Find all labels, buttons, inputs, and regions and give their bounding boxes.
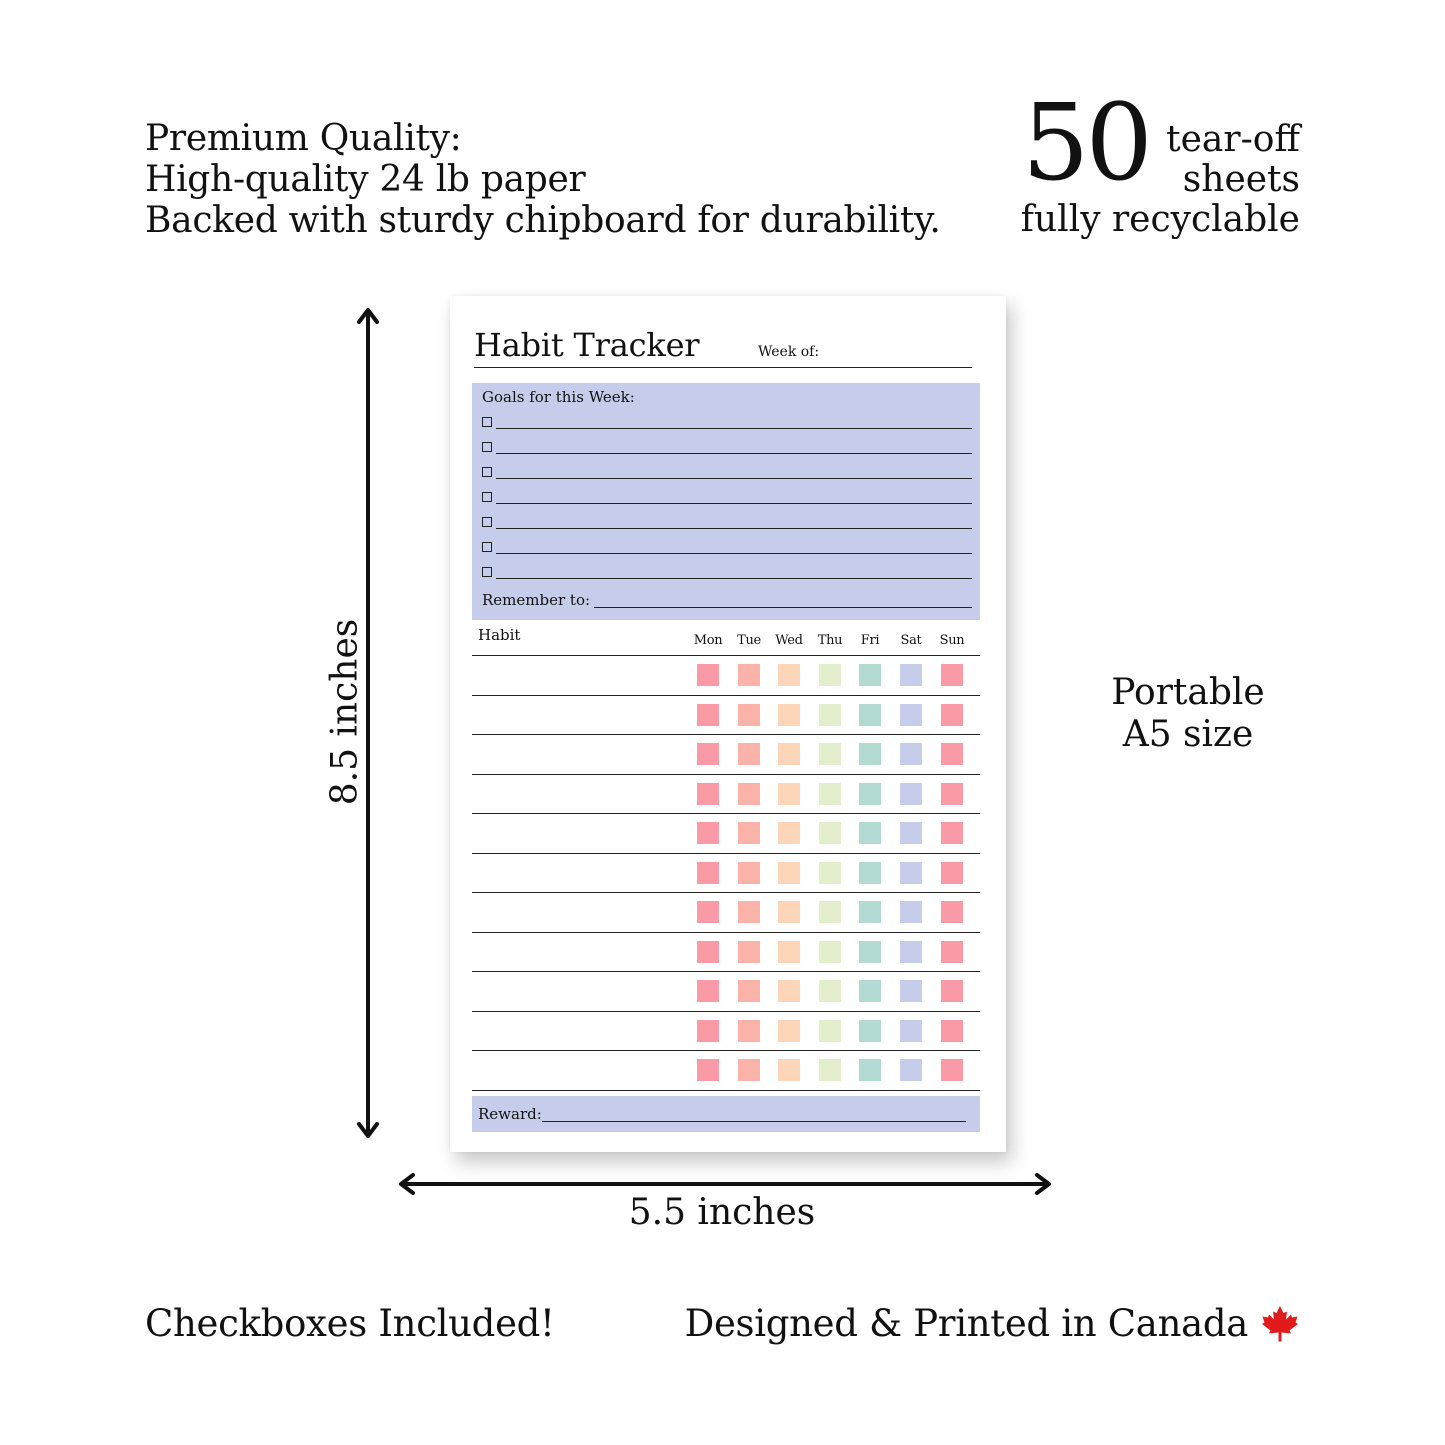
habit-checkbox[interactable]	[738, 743, 760, 765]
habit-checkbox[interactable]	[738, 783, 760, 805]
habit-row-line	[472, 813, 980, 814]
habit-checkbox[interactable]	[697, 704, 719, 726]
habit-checkbox[interactable]	[738, 1059, 760, 1081]
habit-checkbox[interactable]	[859, 704, 881, 726]
habit-column-header: Habit	[478, 626, 521, 644]
sheet-count-caption-line: tear-off	[1166, 119, 1300, 160]
maple-leaf-icon	[1260, 1304, 1300, 1344]
habit-checkbox[interactable]	[738, 941, 760, 963]
habit-checkbox[interactable]	[941, 743, 963, 765]
habit-row-line	[472, 695, 980, 696]
reward-panel	[472, 1096, 980, 1132]
habit-checkbox[interactable]	[778, 941, 800, 963]
habit-checkbox[interactable]	[859, 783, 881, 805]
habit-row-line	[472, 1090, 980, 1091]
habit-row-line	[472, 774, 980, 775]
habit-checkbox[interactable]	[819, 980, 841, 1002]
habit-checkbox[interactable]	[738, 1020, 760, 1042]
habit-checkbox[interactable]	[900, 1020, 922, 1042]
habit-row-line	[472, 1050, 980, 1051]
day-header-tue: Tue	[737, 633, 761, 648]
portable-line: A5 size	[1122, 714, 1254, 755]
habit-checkbox[interactable]	[941, 1020, 963, 1042]
habit-checkbox[interactable]	[941, 664, 963, 686]
habit-checkbox[interactable]	[738, 664, 760, 686]
habit-checkbox[interactable]	[900, 704, 922, 726]
habit-row-line	[472, 734, 980, 735]
habit-checkbox[interactable]	[941, 901, 963, 923]
habit-row-line	[472, 1011, 980, 1012]
habit-checkbox[interactable]	[778, 862, 800, 884]
habit-checkbox[interactable]	[941, 704, 963, 726]
tracker-title: Habit Tracker	[474, 326, 700, 364]
habit-checkbox[interactable]	[697, 980, 719, 1002]
habit-checkbox[interactable]	[900, 980, 922, 1002]
habit-checkbox[interactable]	[900, 743, 922, 765]
habit-checkbox[interactable]	[819, 783, 841, 805]
habit-checkbox[interactable]	[859, 743, 881, 765]
habit-checkbox[interactable]	[778, 980, 800, 1002]
habit-checkbox[interactable]	[859, 822, 881, 844]
habit-checkbox[interactable]	[697, 822, 719, 844]
habit-checkbox[interactable]	[941, 783, 963, 805]
day-header-mon: Mon	[693, 633, 723, 648]
habit-checkbox[interactable]	[819, 822, 841, 844]
habit-checkbox[interactable]	[819, 941, 841, 963]
origin-label: Designed & Printed in Canada	[684, 1302, 1248, 1345]
habit-checkbox[interactable]	[900, 862, 922, 884]
quality-line: High-quality 24 lb paper	[145, 159, 586, 200]
remember-label: Remember to:	[482, 591, 591, 609]
habit-checkbox[interactable]	[697, 901, 719, 923]
habit-checkbox[interactable]	[738, 901, 760, 923]
sheet-count-caption	[1166, 120, 1300, 200]
habit-checkbox[interactable]	[778, 1059, 800, 1081]
quality-line: Premium Quality:	[145, 118, 462, 159]
habit-checkbox[interactable]	[778, 664, 800, 686]
habit-grid	[450, 296, 1006, 1152]
habit-checkbox[interactable]	[941, 822, 963, 844]
day-header-fri: Fri	[860, 633, 880, 648]
habit-checkbox[interactable]	[819, 862, 841, 884]
habit-checkbox[interactable]	[859, 901, 881, 923]
day-header-sun: Sun	[939, 633, 965, 648]
habit-checkbox[interactable]	[697, 783, 719, 805]
habit-checkbox[interactable]	[900, 664, 922, 686]
habit-checkbox[interactable]	[941, 1059, 963, 1081]
habit-row-line	[472, 655, 980, 656]
sheet-count: 50	[1022, 81, 1149, 204]
quality-line: Backed with sturdy chipboard for durability.	[145, 200, 941, 241]
habit-checkbox[interactable]	[859, 1020, 881, 1042]
habit-checkbox[interactable]	[819, 704, 841, 726]
habit-checkbox[interactable]	[941, 980, 963, 1002]
habit-checkbox[interactable]	[778, 901, 800, 923]
habit-row-line	[472, 971, 980, 972]
habit-checkbox[interactable]	[697, 941, 719, 963]
quality-description	[145, 118, 940, 241]
habit-checkbox[interactable]	[859, 664, 881, 686]
habit-checkbox[interactable]	[819, 743, 841, 765]
origin-text	[685, 1302, 1300, 1345]
habit-checkbox[interactable]	[697, 862, 719, 884]
habit-checkbox[interactable]	[778, 704, 800, 726]
checkboxes-text: Checkboxes Included!	[145, 1302, 555, 1345]
habit-checkbox[interactable]	[859, 980, 881, 1002]
day-header-wed: Wed	[775, 633, 803, 648]
habit-checkbox[interactable]	[819, 901, 841, 923]
day-header-sat: Sat	[900, 633, 922, 648]
week-of-label: Week of:	[758, 344, 820, 360]
goals-label: Goals for this Week:	[482, 388, 635, 406]
height-label: 8.5 inches	[324, 618, 366, 806]
reward-line	[542, 1121, 966, 1122]
habit-checkbox[interactable]	[738, 704, 760, 726]
habit-checkbox[interactable]	[941, 941, 963, 963]
habit-row-line	[472, 853, 980, 854]
habit-checkbox[interactable]	[697, 743, 719, 765]
habit-checkbox[interactable]	[900, 901, 922, 923]
habit-tracker-sheet	[450, 296, 1006, 1152]
habit-checkbox[interactable]	[778, 783, 800, 805]
habit-row-line	[472, 932, 980, 933]
habit-checkbox[interactable]	[941, 862, 963, 884]
portable-size-text	[1111, 672, 1264, 756]
habit-checkbox[interactable]	[819, 664, 841, 686]
habit-checkbox[interactable]	[819, 1059, 841, 1081]
width-label: 5.5 inches	[628, 1192, 816, 1233]
habit-checkbox[interactable]	[900, 822, 922, 844]
habit-checkbox[interactable]	[900, 1059, 922, 1081]
reward-label: Reward:	[478, 1105, 542, 1123]
day-header-thu: Thu	[817, 633, 843, 648]
habit-checkbox[interactable]	[697, 664, 719, 686]
habit-checkbox[interactable]	[778, 822, 800, 844]
habit-checkbox[interactable]	[778, 743, 800, 765]
habit-checkbox[interactable]	[859, 1059, 881, 1081]
habit-checkbox[interactable]	[859, 862, 881, 884]
habit-checkbox[interactable]	[738, 862, 760, 884]
habit-checkbox[interactable]	[900, 941, 922, 963]
sheet-count-caption-line: sheets	[1182, 159, 1300, 200]
habit-row-line	[472, 892, 980, 893]
habit-checkbox[interactable]	[819, 1020, 841, 1042]
habit-checkbox[interactable]	[697, 1020, 719, 1042]
recyclable-text: fully recyclable	[1020, 199, 1300, 240]
portable-line: Portable	[1111, 672, 1265, 713]
habit-checkbox[interactable]	[738, 822, 760, 844]
habit-checkbox[interactable]	[859, 941, 881, 963]
habit-checkbox[interactable]	[900, 783, 922, 805]
habit-checkbox[interactable]	[778, 1020, 800, 1042]
habit-checkbox[interactable]	[697, 1059, 719, 1081]
habit-checkbox[interactable]	[738, 980, 760, 1002]
